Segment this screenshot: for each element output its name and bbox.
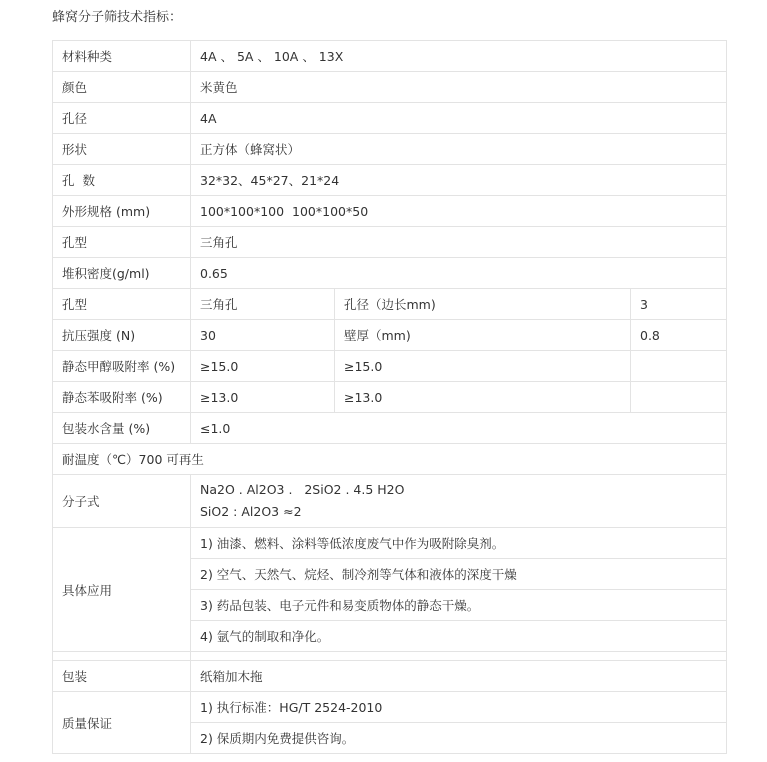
formula-line: Na2O . Al2O3 . 2SiO2 . 4.5 H2O: [200, 482, 405, 497]
empty-cell: [631, 382, 727, 413]
list-item: 2) 空气、天然气、烷烃、制冷剂等气体和液体的深度干燥: [191, 559, 727, 590]
row-label: 孔型: [53, 227, 191, 258]
table-row: [53, 258, 727, 289]
row-value: ≥13.0: [191, 382, 335, 413]
row-label: 具体应用: [53, 528, 191, 652]
row-label: 分子式: [53, 475, 191, 528]
row-label: 静态苯吸附率 (%): [53, 382, 191, 413]
empty-cell: [191, 652, 727, 661]
row-sub-label: 壁厚（mm): [335, 320, 631, 351]
table-row: [53, 165, 727, 196]
table-row: [53, 103, 727, 134]
row-value: 纸箱加木拖: [191, 661, 727, 692]
table-row: [53, 444, 727, 475]
row-label: 静态甲醇吸附率 (%): [53, 351, 191, 382]
table-row: [53, 320, 727, 351]
list-item: 3) 药品包装、电子元件和易变质物体的静态干燥。: [191, 590, 727, 621]
spacer-row: [53, 652, 727, 661]
list-item: 4) 氩气的制取和净化。: [191, 621, 727, 652]
row-value: 100*100*100 100*100*50: [191, 196, 727, 227]
table-row: [53, 692, 727, 723]
row-label: 孔型: [53, 289, 191, 320]
row-value: 0.65: [191, 258, 727, 289]
row-label: 堆积密度(g/ml): [53, 258, 191, 289]
row-value: 4A 、 5A 、 10A 、 13X: [191, 41, 727, 72]
table-row: [53, 413, 727, 444]
row-label: 外形规格 (mm): [53, 196, 191, 227]
list-item: 1) 油漆、燃料、涂料等低浓度废气中作为吸附除臭剂。: [191, 528, 727, 559]
row-label: 材料种类: [53, 41, 191, 72]
table-row: [53, 227, 727, 258]
row-sub-label: 孔径（边长mm): [335, 289, 631, 320]
row-value: 三角孔: [191, 289, 335, 320]
table-row: [53, 41, 727, 72]
table-row: [53, 528, 727, 559]
table-row: [53, 382, 727, 413]
row-value: ≤1.0: [191, 413, 727, 444]
row-sub-value: 3: [631, 289, 727, 320]
row-value: 三角孔: [191, 227, 727, 258]
row-label: 抗压强度 (N): [53, 320, 191, 351]
list-item: 2) 保质期内免费提供咨询。: [191, 723, 727, 754]
table-row: [53, 196, 727, 227]
table-row: [53, 475, 727, 528]
page-title: 蜂窝分子筛技术指标：: [52, 10, 183, 25]
empty-cell: [631, 351, 727, 382]
row-value: 正方体（蜂窝状）: [191, 134, 727, 165]
row-label: 质量保证: [53, 692, 191, 754]
empty-cell: [53, 652, 191, 661]
row-label: 耐温度（℃）700 可再生: [53, 444, 727, 475]
spec-table: [52, 40, 727, 754]
row-label: 包装水含量 (%): [53, 413, 191, 444]
row-value: ≥15.0: [191, 351, 335, 382]
table-row: [53, 289, 727, 320]
row-value: 32*32、45*27、21*24: [191, 165, 727, 196]
row-value-2: ≥13.0: [335, 382, 631, 413]
table-row: [53, 72, 727, 103]
row-sub-value: 0.8: [631, 320, 727, 351]
ratio-line: SiO2 : Al2O3 ≈2: [200, 504, 302, 519]
row-value: 4A: [191, 103, 727, 134]
list-item: 1) 执行标准：HG/T 2524-2010: [191, 692, 727, 723]
row-label: 孔 数: [53, 165, 191, 196]
row-value: [191, 475, 727, 528]
table-row: [53, 134, 727, 165]
row-label: 孔径: [53, 103, 191, 134]
table-row: [53, 351, 727, 382]
row-label: 形状: [53, 134, 191, 165]
row-value: 米黄色: [191, 72, 727, 103]
row-label: 包装: [53, 661, 191, 692]
row-label: 颜色: [53, 72, 191, 103]
row-value-2: ≥15.0: [335, 351, 631, 382]
table-row: [53, 661, 727, 692]
row-value: 30: [191, 320, 335, 351]
